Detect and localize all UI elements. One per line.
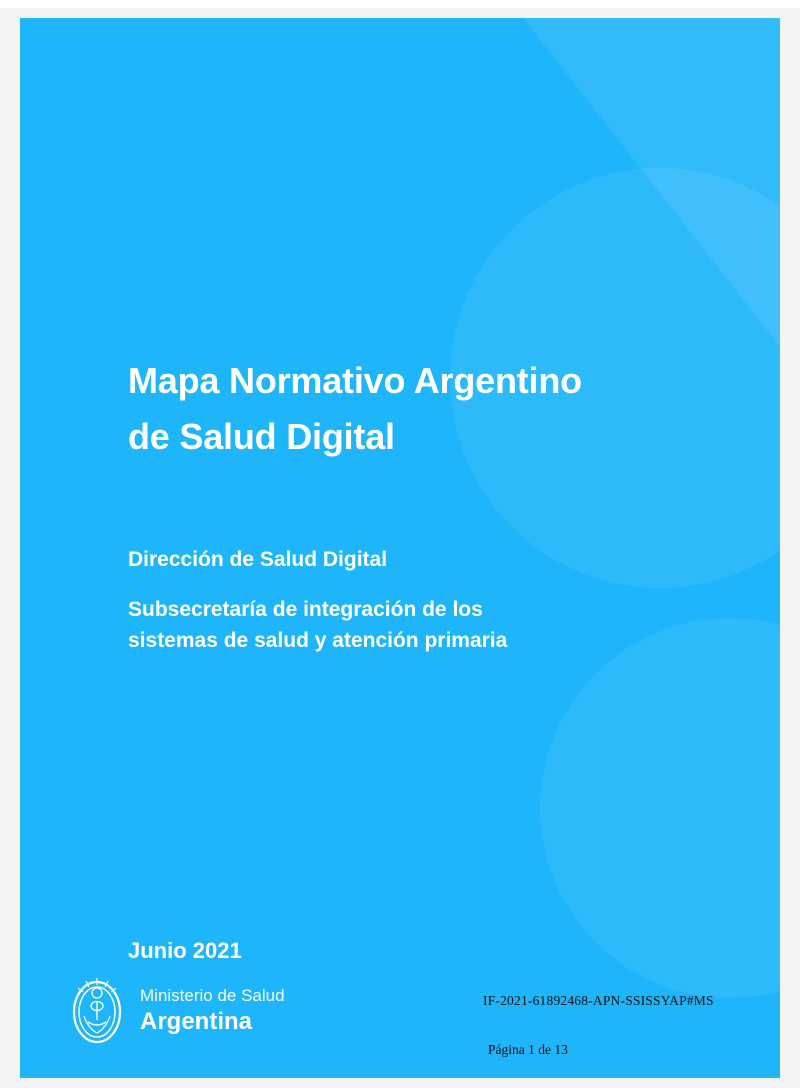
title-line-1: Mapa Normativo Argentino — [128, 360, 582, 401]
office-line-1: Subsecretaría de integración de los — [128, 598, 483, 622]
ministry-logo-text — [140, 987, 285, 1036]
title-line-2: de Salud Digital — [128, 415, 395, 457]
office-line-2: sistemas de salud y atención primaria — [128, 628, 508, 652]
ministry-name: Ministerio de Salud — [140, 986, 285, 1006]
ministry-logo — [66, 976, 285, 1048]
publication-date: Junio 2021 — [128, 938, 242, 963]
gde-stamp-page: Página 1 de 13 — [488, 1042, 568, 1057]
cover-page — [20, 18, 780, 1078]
page-title — [128, 353, 698, 465]
decorative-blob — [540, 618, 780, 998]
argentina-coat-of-arms-icon — [66, 976, 128, 1048]
date-block — [128, 938, 242, 964]
gde-stamp-code: IF-2021-61892468-APN-SSISSYAP#MS — [483, 993, 714, 1008]
country-name: Argentina — [140, 1007, 253, 1035]
subtitle-block — [128, 546, 688, 656]
department-name: Dirección de Salud Digital — [128, 548, 388, 571]
viewer-top-strip — [0, 0, 800, 8]
decorative-band — [320, 18, 780, 940]
